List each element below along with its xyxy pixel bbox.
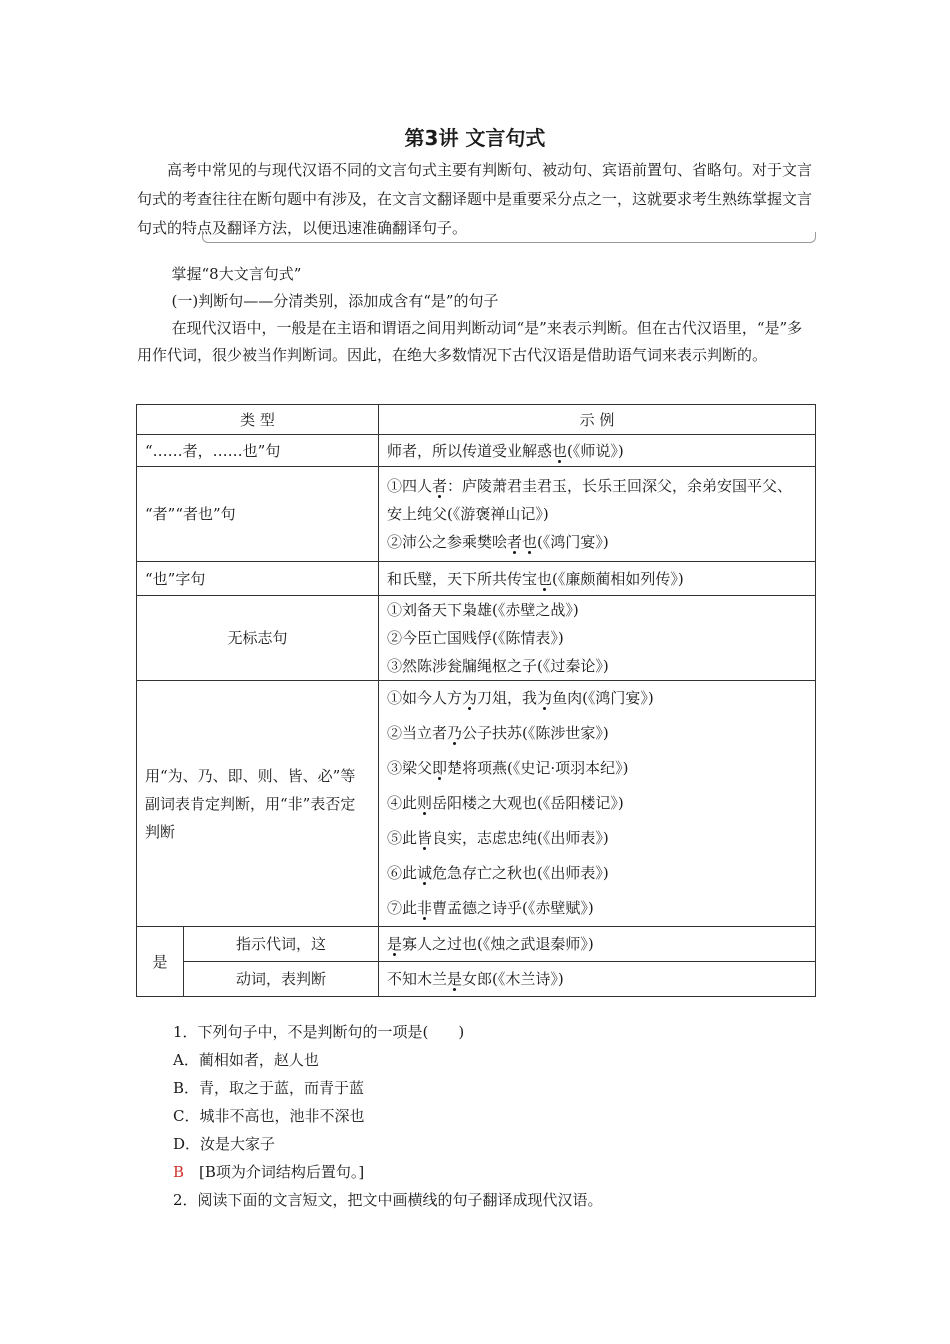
type-adverb: 用“为、乃、即、则、皆、必”等副词表肯定判断，用“非”表否定判断 — [137, 681, 379, 927]
answer-line — [173, 1158, 813, 1186]
type-unmarked: 无标志句 — [137, 596, 379, 681]
section-divider — [202, 232, 816, 243]
example-shi-pronoun: 是寡人之过也(《烛之武退秦师》) — [379, 927, 816, 962]
section-heading: 掌握“8大文言句式” — [171, 265, 302, 283]
judgment-sentence-table — [136, 404, 816, 997]
option-b: B．青，取之于蓝，而青于蓝 — [173, 1079, 365, 1097]
example-ye: 和氏璧，天下所共传宝也(《廉颇蔺相如列传》) — [379, 562, 816, 596]
option-a: A．蔺相如者，赵人也 — [173, 1051, 319, 1069]
type-ye: “也”字句 — [137, 562, 379, 596]
lesson-title: 第3讲 文言句式 — [404, 126, 546, 150]
type-ze-ye: “……者，……也”句 — [137, 435, 379, 467]
type-ze: “者”“者也”句 — [137, 467, 379, 562]
example-unmarked: ①刘备天下枭雄(《赤壁之战》) ②今臣亡国贱俘(《陈情表》) ③然陈涉瓮牖绳枢之子(《过秦论》) — [379, 596, 816, 681]
type-shi-pronoun: 指示代词，这 — [184, 927, 379, 962]
type-shi: 是 — [137, 927, 184, 997]
answer-letter: B — [173, 1163, 185, 1181]
intro-paragraph: 高考中常见的与现代汉语不同的文言句式主要有判断句、被动句、宾语前置句、省略句。对于文言句式的考查往往在断句题中有涉及，在文言文翻译题中是重要采分点之一，这就要求考生熟练掌握文言句式的特点及翻译方法，以便迅速准确翻译句子。 — [137, 161, 813, 237]
option-c: C．城非不高也，池非不深也 — [173, 1107, 365, 1125]
example-ze: ①四人者：庐陵萧君圭君玉，长乐王回深父，余弟安国平父、安上纯父(《游褒禅山记》) ②沛公之参乘樊哙者也(《鸿门宴》) — [379, 467, 816, 562]
exercise-section — [173, 1018, 813, 1214]
example-ze-ye: 师者，所以传道受业解惑也(《师说》) — [379, 435, 816, 467]
subsection-heading: (一)判断句——分清类别，添加成含有“是”的句子 — [171, 292, 499, 310]
answer-explanation: [B项为介词结构后置句。] — [184, 1163, 365, 1181]
example-adverb: ①如今人方为刀俎，我为鱼肉(《鸿门宴》) ②当立者乃公子扶苏(《陈涉世家》) ③梁父即楚将项燕(《史记·项羽本纪》) ④此则岳阳楼之大观也(《岳阳楼记》) ⑤此皆良实，志虑忠纯(《出师表》) ⑥此诚危急存亡之秋也(《出师表》) ⑦此非曹孟德之诗乎(《赤壁赋》) — [379, 681, 816, 927]
type-shi-verb: 动词，表判断 — [184, 962, 379, 997]
question-1: 1．下列句子中，不是判断句的一项是( ) — [173, 1023, 465, 1041]
example-shi-verb: 不知木兰是女郎(《木兰诗》) — [379, 962, 816, 997]
body-paragraph: 在现代汉语中，一般是在主语和谓语之间用判断动词“是”来表示判断。但在古代汉语里，“是”多用作代词，很少被当作判断词。因此，在绝大多数情况下古代汉语是借助语气词来表示判断的。 — [137, 319, 803, 364]
header-type: 类 型 — [137, 405, 379, 435]
option-d: D．汝是大家子 — [173, 1135, 276, 1153]
header-example: 示 例 — [379, 405, 816, 435]
question-2: 2．阅读下面的文言短文，把文中画横线的句子翻译成现代汉语。 — [173, 1191, 603, 1209]
